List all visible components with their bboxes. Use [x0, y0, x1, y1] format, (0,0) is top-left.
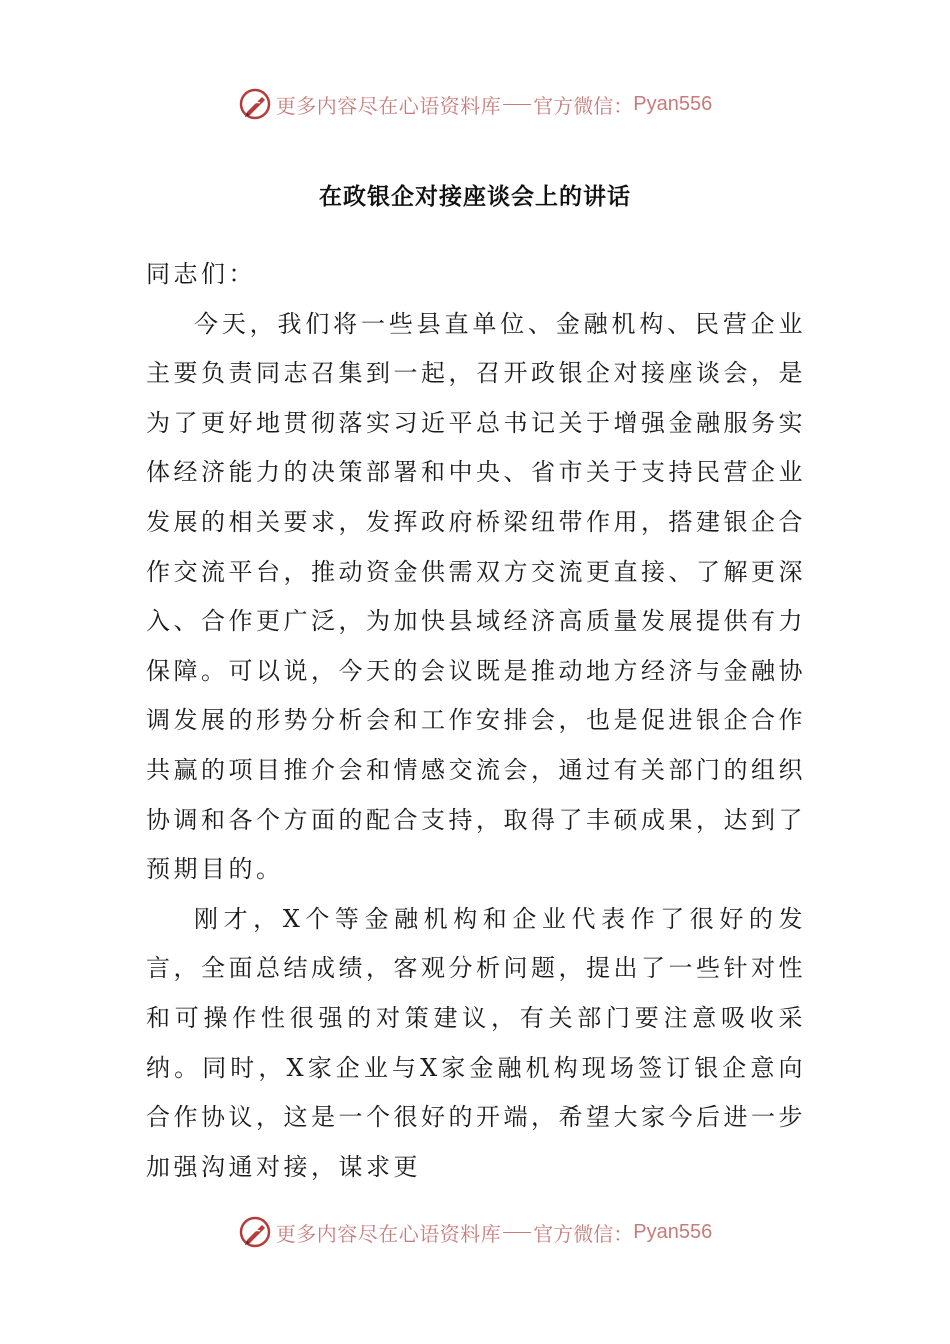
- document-body: [146, 250, 806, 1192]
- banner-dash: [503, 1232, 531, 1233]
- banner-label: 官方微信：: [533, 93, 634, 118]
- banner-dash: [503, 104, 531, 105]
- pen-logo-icon: [238, 1215, 272, 1249]
- paragraph-1: 今天，我们将一些县直单位、金融机构、民营企业主要负责同志召集到一起，召开政银企对接座谈会，是为了更好地贯彻落实习近平总书记关于增强金融服务实体经济能力的决策部署和中央、省市关于支持民营企业发展的相关要求，发挥政府桥梁纽带作用，搭建银企合作交流平台，推动资金供需双方交流更直接、了解更深入、合作更广泛，为加快县域经济高质量发展提供有力保障。可以说，今天的会议既是推动地方经济与金融协调发展的形势分析会和工作安排会，也是促进银企合作共赢的项目推介会和情感交流会，通过有关部门的组织协调和各个方面的配合支持，取得了丰硕成果，达到了预期目的。: [146, 309, 806, 884]
- banner-text: 更多内容尽在心语资料库: [275, 93, 502, 118]
- pen-logo-icon: [238, 87, 272, 121]
- salutation: 同志们：: [146, 260, 256, 288]
- banner-wechat-id: Pyan556: [633, 92, 713, 115]
- document-title: 在政银企对接座谈会上的讲话: [319, 184, 631, 210]
- banner-label: 官方微信：: [533, 1221, 634, 1246]
- banner-wechat-id: Pyan556: [633, 1220, 713, 1243]
- paragraph-2: 刚才，X个等金融机构和企业代表作了很好的发言，全面总结成绩，客观分析问题，提出了一些针对性和可操作性很强的对策建议，有关部门要注意吸收采纳。同时，X家企业与X家金融机构现场签订银企意向合作协议，这是一个很好的开端，希望大家今后进一步加强沟通对接，谋求更: [146, 904, 806, 1181]
- banner-text: 更多内容尽在心语资料库: [275, 1221, 502, 1246]
- footer-banner: [0, 1212, 950, 1252]
- header-banner: [0, 84, 950, 124]
